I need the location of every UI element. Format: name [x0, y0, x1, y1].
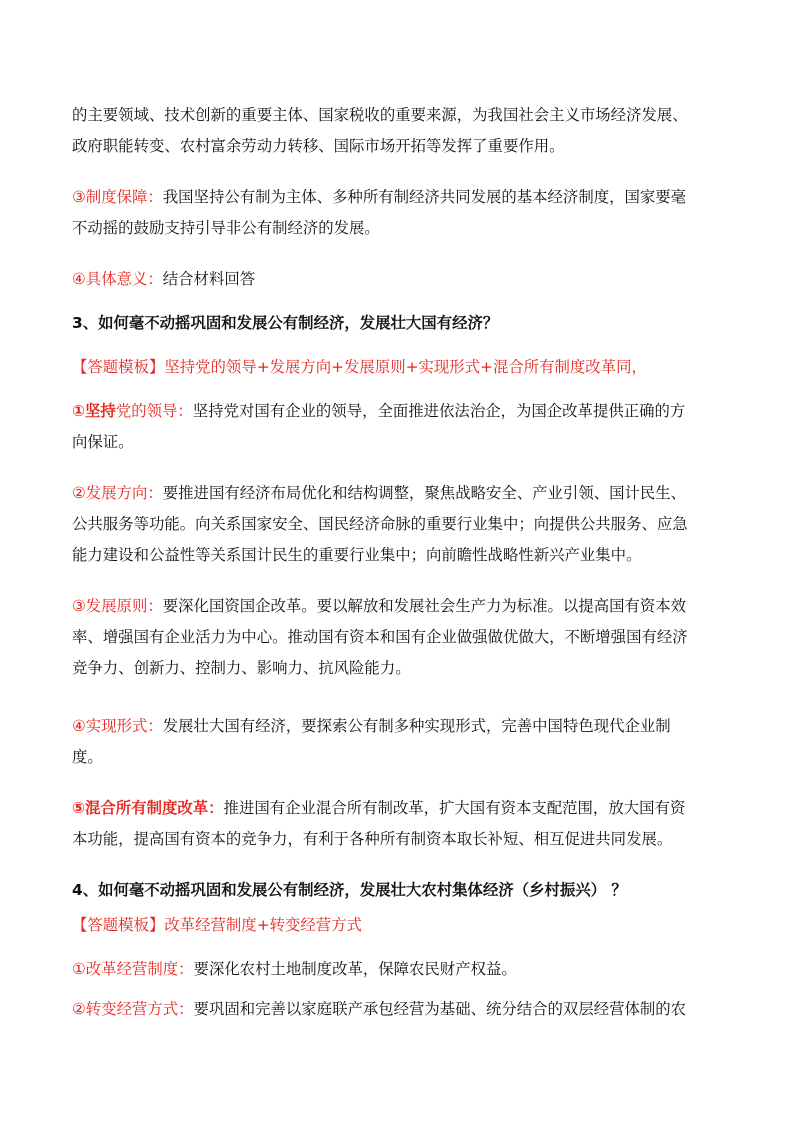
text-line: 发展壮大国有经济，要探索公有制多种实现形式，完善中国特色现代企业制: [162, 717, 671, 735]
answer-template: 【答题模板】坚持党的领导+发展方向+发展原则+实现形式+混合所有制度改革同，: [72, 358, 647, 376]
point-label: ③发展原则：: [72, 597, 163, 615]
text-line: 向保证。: [72, 433, 134, 451]
point-label: ②发展方向：: [72, 484, 163, 502]
paragraph-continuation: [72, 100, 732, 162]
text-line: 公共服务等功能。向关系国家安全、国民经济命脉的重要行业集中；向提供公共服务、应急: [72, 515, 688, 533]
point-reform-management-system: [72, 954, 732, 985]
answer-template: 【答题模板】改革经营制度+转变经营方式: [72, 916, 362, 934]
point-realization-form: [72, 711, 732, 773]
point-label: ④实现形式：: [72, 717, 163, 735]
text-line: 坚持党对国有企业的领导，全面推进依法治企，为国企改革提供正确的方: [192, 402, 686, 420]
text-line: 率、增强国有企业活力为中心。推动国有资本和国有企业做强做优做大，不断增强国有经济: [72, 628, 688, 646]
text-line: 结合材料回答: [162, 270, 256, 288]
point-label: ②转变经营方式：: [72, 1000, 194, 1018]
point-label: 党的领导：: [115, 402, 193, 420]
point-party-leadership: [72, 396, 732, 458]
text-line: 竞争力、创新力、控制力、影响力、抗风险能力。: [72, 659, 411, 677]
text-line: 不动摇的鼓励支持引导非公有制经济的发展。: [72, 219, 380, 237]
point-label: ④具体意义：: [72, 270, 163, 288]
text-line: 我国坚持公有制为主体、多种所有制经济共同发展的基本经济制度，国家要毫: [162, 188, 687, 206]
point-transform-management-mode: [72, 994, 732, 1025]
text-line: 能力建设和公益性等关系国计民生的重要行业集中；向前瞻性战略性新兴产业集中。: [72, 546, 642, 564]
text-line: 政府职能转变、农村富余劳动力转移、国际市场开拓等发挥了重要作用。: [72, 137, 565, 155]
point-label: ⑤混合所有制度改革：: [72, 799, 224, 817]
text-line: 的主要领域、技术创新的重要主体、国家税收的重要来源，为我国社会主义市场经济发展、: [72, 106, 688, 124]
text-line: 要推进国有经济布局优化和结构调整，聚焦战略安全、产业引领、国计民生、: [162, 484, 687, 502]
point-development-principle: [72, 591, 732, 684]
point-label: ①改革经营制度：: [72, 960, 194, 978]
text-line: 推进国有企业混合所有制改革，扩大国有资本支配范围，放大国有资: [223, 799, 686, 817]
point-development-direction: [72, 478, 732, 571]
text-line: 要深化国资国企改革。要以解放和发展社会生产力为标准。以提高国有资本效: [162, 597, 687, 615]
point-label: ③制度保障：: [72, 188, 163, 206]
point-specific-meaning: [72, 264, 732, 295]
question-3-heading: 3、如何毫不动摇巩固和发展公有制经济，发展壮大国有经济？: [72, 314, 499, 332]
question-4-heading: 4、如何毫不动摇巩固和发展公有制经济，发展壮大农村集体经济（乡村振兴） ？: [72, 881, 627, 899]
text-line: 要巩固和完善以家庭联产承包经营为基础、统分结合的双层经营体制的农: [193, 1000, 687, 1018]
point-label-bold: ①坚持: [72, 402, 116, 420]
text-line: 要深化农村土地制度改革，保障农民财产权益。: [193, 960, 517, 978]
text-line: 本功能，提高国有资本的竞争力，有利于各种所有制资本取长补短、相互促进共同发展。: [72, 830, 673, 848]
text-line: 度。: [72, 748, 103, 766]
point-institutional-guarantee: [72, 182, 732, 244]
point-mixed-ownership-reform: [72, 793, 732, 855]
